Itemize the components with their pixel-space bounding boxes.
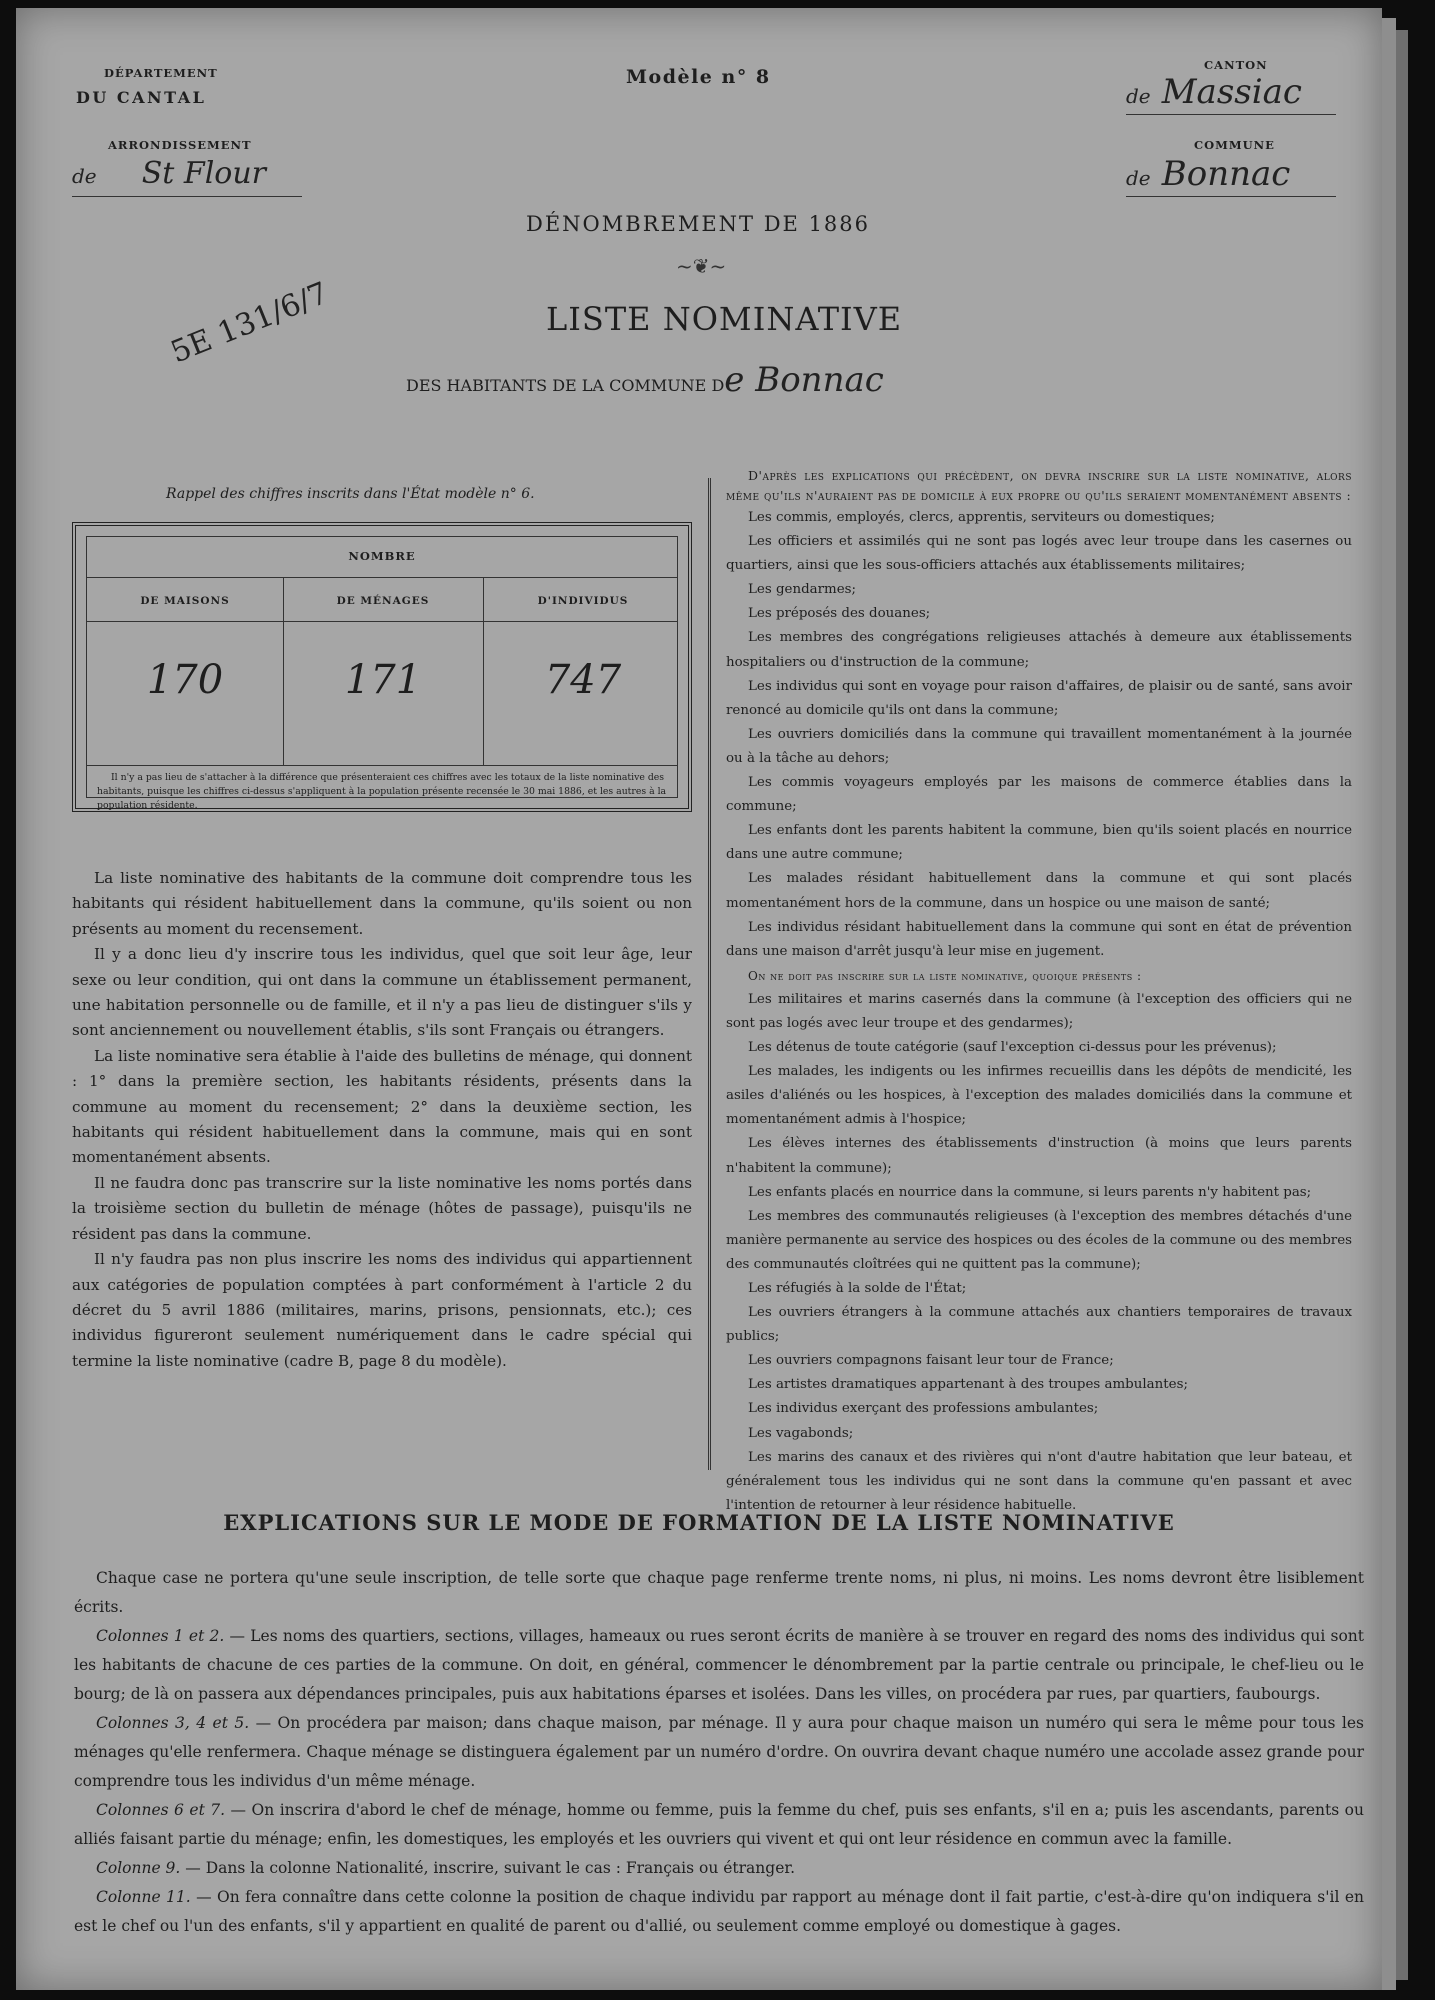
right-item: Les individus qui sont en voyage pour raison d'affaires, de plaisir ou de santé, sans avoir renoncé au domicile qu'ils ont dans la commune; xyxy=(726,678,1352,718)
right-item: Les réfugiés à la solde de l'État; xyxy=(748,1281,967,1296)
right-item: Les malades, les indigents ou les infirmes recueillis dans les dépôts de mendicité, les asiles d'aliénés ou les hospices, à l'exception des malades domiciliés dans la commune et momentanément admis à l'hospice; xyxy=(726,1064,1352,1128)
right-column-text xyxy=(726,466,1352,1518)
right-item: Les membres des communautés religieuses (à l'exception des membres détachés d'une manière permanente au service des hospices ou des écoles de la commune ou des membres des communautés cloîtrées qui ne quittent pas la commune); xyxy=(726,1208,1352,1272)
arrondissement-value: St Flour xyxy=(141,156,267,191)
right-item: Les officiers et assimilés qui ne sont pas logés avec leur troupe dans les casernes ou quartiers, ainsi que les sous-officiers attachés aux établissements militaires; xyxy=(726,534,1352,574)
habitants-title xyxy=(406,360,884,400)
right-item: Les préposés des douanes; xyxy=(748,606,931,622)
item-text: — Les noms des quartiers, sections, villages, hameaux ou rues seront écrits de manière à se trouver en regard des noms des individus qui sont les habitants de chacune de ces parties de la commune. On doit, en général, commencer le dénombrement par la partie centrale ou principale, le chef-lieu ou le bourg; de là on passera aux dépendances principales, puis aux habitations éparses et isolées. Dans les villes, on procédera par rues, par quartiers, faubourgs. xyxy=(74,1627,1364,1703)
explications-item xyxy=(74,1622,1364,1709)
item-label: Colonnes 6 et 7. xyxy=(96,1801,226,1819)
right-item: Les membres des congrégations religieuses attachés à demeure aux établissements hospitaliers ou d'instruction de la commune; xyxy=(726,630,1352,670)
departement-label: DÉPARTEMENT xyxy=(104,66,218,80)
col-maisons-header: DE MAISONS xyxy=(140,595,230,607)
commune-field xyxy=(1126,154,1336,197)
canton-prefix: de xyxy=(1126,84,1151,108)
left-paragraph: Il ne faudra donc pas transcrire sur la liste nominative les noms portés dans la troisième section du bulletin de ménage (hôtes de passage), puisqu'ils ne résident pas dans la commune. xyxy=(72,1173,692,1243)
note-rule xyxy=(87,765,677,766)
item-text: — On procédera par maison; dans chaque maison, par ménage. Il y aura pour chaque maison un numéro qui sera le même pour tous les ménages qu'elle renfermera. Chaque ménage se distinguera également par un numéro d'ordre. On ouvrira devant chaque numéro une accolade assez grande pour comprendre tous les individus d'un même ménage. xyxy=(74,1714,1364,1790)
right-item: Les commis, employés, clercs, apprentis, serviteurs ou domestiques; xyxy=(748,510,1215,525)
commune-value: Bonnac xyxy=(1161,154,1291,194)
recap-note: Il n'y a pas lieu de s'attacher à la différence que présenteraient ces chiffres avec les totaux de la liste nominative des habitants, puisque les chiffres ci-dessus s'appliquent à la population présente recensée le 30 mai 1886, et les autres à la population résidente. xyxy=(97,772,667,811)
right-item: Les enfants placés en nourrice dans la commune, si leurs parents n'y habitent pas; xyxy=(748,1184,1312,1200)
page-edge-shadow xyxy=(1396,30,1408,1980)
item-label: Colonne 9. xyxy=(96,1859,181,1877)
habitants-label: DES HABITANTS DE LA COMMUNE D xyxy=(406,376,725,395)
liste-title: LISTE NOMINATIVE xyxy=(546,300,903,338)
explications-text xyxy=(74,1564,1364,1941)
header-rule xyxy=(87,577,677,578)
right-item: Les ouvriers domiciliés dans la commune qui travaillent momentanément à la journée ou à la tâche au dehors; xyxy=(726,726,1352,766)
ornament: ~❦~ xyxy=(676,254,727,278)
subheader-rule xyxy=(87,621,677,622)
explications-title: EXPLICATIONS SUR LE MODE DE FORMATION DE LA LISTE NOMINATIVE xyxy=(223,1510,1175,1535)
denombrement-title: DÉNOMBREMENT DE 1886 xyxy=(526,212,871,236)
commune-prefix: de xyxy=(1126,166,1151,190)
page-edge xyxy=(1382,18,1396,1990)
explications-item xyxy=(74,1854,1364,1883)
right-item: Les commis voyageurs employés par les maisons de commerce établies dans la commune; xyxy=(726,775,1352,815)
item-label: Colonnes 3, 4 et 5. xyxy=(96,1714,250,1732)
canton-field xyxy=(1126,72,1336,115)
item-label: Colonnes 1 et 2. xyxy=(96,1627,225,1645)
right-item: Les gendarmes; xyxy=(748,582,857,598)
left-paragraph: La liste nominative des habitants de la commune doit comprendre tous les habitants qui résident habituellement dans la commune, qu'ils soient ou non présents au moment du recensement. xyxy=(72,869,692,938)
left-paragraph: La liste nominative sera établie à l'aide des bulletins de ménage, qui donnent : 1° dans la première section, les habitants résidents, présents dans la commune au moment du recensement; 2° dans la deuxième section, les habitants qui résident habituellement dans la commune, mais qui en sont momentanément absents. xyxy=(72,1046,692,1167)
right-item: Les ouvriers étrangers à la commune attachés aux chantiers temporaires de travaux publics; xyxy=(726,1305,1352,1345)
census-form-page xyxy=(16,8,1382,1990)
right-intro-b: On ne doit pas inscrire sur la liste nominative, quoique présents : xyxy=(748,968,1142,983)
individus-value: 747 xyxy=(544,657,622,703)
item-text: — On inscrira d'abord le chef de ménage, homme ou femme, puis la femme du chef, puis ses enfants, s'il en a; puis les ascendants, parents ou alliés faisant partie du ménage; enfin, les domestiques, les employés et les ouvriers qui vivent et qui ont leur résidence en commun avec la famille. xyxy=(74,1801,1364,1848)
right-intro: D'après les explications qui précèdent, on devra inscrire sur la liste nominative, alors même qu'ils n'auraient pas de domicile à eux propre ou qu'ils seraient momentanément absents : xyxy=(726,468,1352,503)
canton-label: CANTON xyxy=(1204,58,1268,72)
recap-table-inner xyxy=(86,536,678,811)
left-paragraph: Il y a donc lieu d'y inscrire tous les individus, quel que soit leur âge, leur sexe ou leur condition, qui ont dans la commune un établissement permanent, une habitation personnelle ou de famille, et il n'y a pas lieu de distinguer s'ils y sont anciennement ou nouvellement établis, s'ils sont Français ou étrangers. xyxy=(72,945,692,1040)
nombre-header: NOMBRE xyxy=(348,549,416,563)
right-item: Les ouvriers compagnons faisant leur tour de France; xyxy=(748,1353,1114,1369)
explications-item xyxy=(74,1709,1364,1796)
arrondissement-prefix: de xyxy=(72,164,97,188)
left-column-text xyxy=(72,866,692,1374)
right-item: Les malades résidant habituellement dans la commune et qui sont placés momentanément hors de la commune, dans un hospice ou une maison de santé; xyxy=(726,871,1352,911)
right-item: Les détenus de toute catégorie (sauf l'exception ci-dessus pour les prévenus); xyxy=(748,1040,1277,1056)
explications-item xyxy=(74,1796,1364,1854)
explications-intro: Chaque case ne portera qu'une seule inscription, de telle sorte que chaque page renferme trente noms, ni plus, ni moins. Les noms devront être lisiblement écrits. xyxy=(74,1569,1364,1616)
col-individus-header: D'INDIVIDUS xyxy=(537,595,629,607)
commune-label: COMMUNE xyxy=(1194,138,1275,152)
departement-value: DU CANTAL xyxy=(76,88,207,107)
right-item: Les individus résidant habituellement dans la commune qui sont en état de prévention dans une maison d'arrêt jusqu'à leur mise en jugement. xyxy=(726,919,1352,959)
arrondissement-label: ARRONDISSEMENT xyxy=(108,138,252,152)
recap-caption: Rappel des chiffres inscrits dans l'État modèle n° 6. xyxy=(166,486,535,502)
maisons-value: 170 xyxy=(146,657,224,703)
item-label: Colonne 11. xyxy=(96,1888,191,1906)
arrondissement-field xyxy=(72,156,302,197)
habitants-commune-value: e Bonnac xyxy=(724,360,884,400)
recap-table xyxy=(72,522,692,812)
right-item: Les élèves internes des établissements d'instruction (à moins que leurs parents n'habitent la commune); xyxy=(726,1136,1352,1176)
menages-value: 171 xyxy=(344,657,422,703)
right-item: Les militaires et marins casernés dans la commune (à l'exception des officiers qui ne sont pas logés avec leur troupe et des gendarmes); xyxy=(726,991,1352,1031)
right-item: Les enfants dont les parents habitent la commune, bien qu'ils soient placés en nourrice dans une autre commune; xyxy=(726,823,1352,863)
right-item: Les vagabonds; xyxy=(748,1425,854,1441)
left-paragraph: Il n'y faudra pas non plus inscrire les noms des individus qui appartiennent aux catégories de population comptées à part conformément à l'article 2 du décret du 5 avril 1886 (militaires, marins, prisons, pensionnats, etc.); ces individus figureront seulement numériquement dans le cadre spécial qui termine la liste nominative (cadre B, page 8 du modèle). xyxy=(72,1250,692,1370)
item-text: — On fera connaître dans cette colonne la position de chaque individu par rapport au ménage dont il fait partie, c'est-à-dire qu'on indiquera s'il en est le chef ou l'un des enfants, s'il y appartient en qualité de parent ou d'allié, ou seulement comme employé ou domestique à gages. xyxy=(74,1888,1364,1935)
col-menages-header: DE MÉNAGES xyxy=(336,595,430,607)
canton-value: Massiac xyxy=(1161,72,1302,112)
modele-number: Modèle n° 8 xyxy=(626,66,771,88)
column-divider xyxy=(708,478,711,1470)
explications-item xyxy=(74,1883,1364,1941)
item-text: — Dans la colonne Nationalité, inscrire, suivant le cas : Français ou étranger. xyxy=(180,1859,796,1877)
right-item: Les artistes dramatiques appartenant à des troupes ambulantes; xyxy=(748,1377,1188,1393)
right-item: Les individus exerçant des professions ambulantes; xyxy=(748,1401,1099,1417)
archive-reference-handwritten: 5E 131/6/7 xyxy=(166,275,334,371)
right-item: Les marins des canaux et des rivières qui n'ont d'autre habitation que leur bateau, et généralement tous les individus qui ne sont dans la commune qu'en passant et avec l'intention de retourner à leur résidence habituelle. xyxy=(726,1449,1352,1513)
